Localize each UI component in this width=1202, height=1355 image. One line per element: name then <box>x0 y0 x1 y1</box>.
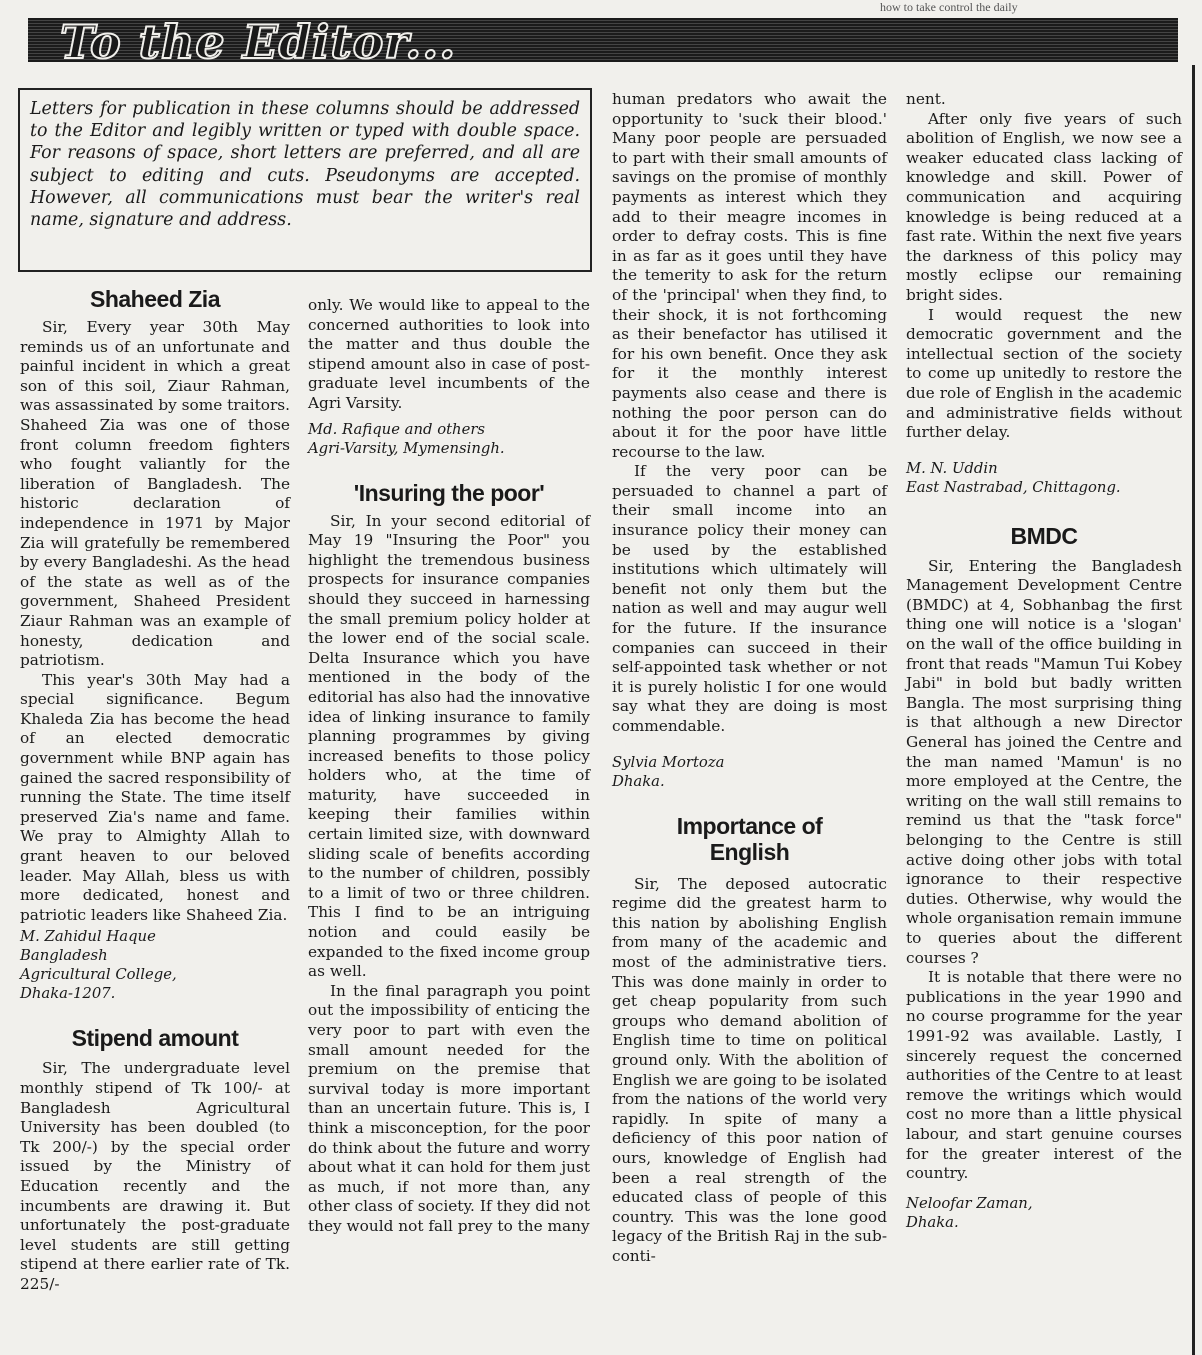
signature-line: Dhaka-1207. <box>20 985 116 1003</box>
signature-line: Agricultural College, <box>20 966 177 984</box>
letter-paragraph: I would request the new democratic government and the intellectual section of the society to come up unitedly to restore the due role of English in the academic and administrative fields without further delay. <box>906 305 1182 442</box>
signature-name: Sylvia Mortoza <box>612 753 725 771</box>
top-strip-text: how to take control the daily <box>880 0 1018 14</box>
letter-paragraph: If the very poor can be persuaded to channel a part of their small income into an insurance policy their money can be used by the established institutions which ultimately will benefit not only them but the nation as well and may augur well for the future. If the insurance companies can succeed in their self-appointed task whether or not it is purely holistic I for one would say what they are doing is most commendable. <box>612 462 887 735</box>
signature-line: Dhaka. <box>612 772 665 790</box>
letter-paragraph: Sir, Entering the Bangladesh Management Development Centre (BMDC) at 4, Sobhanbag the first thing one will notice is a 'slogan' on the wall of the office building in front that reads "Mamun Tui Kobey Jabi" in bold but badly written Bangla. The most surprising thing is that although a new Director General has joined the Centre and the man named 'Mamun' is no more employed at the Centre, the writing on the wall still remains to remind us that the "task force" belonging to the Centre is still active doing other jobs with total ignorance to their respective duties. Otherwise, why would the whole organisation remain immune to queries about the different courses ? <box>906 556 1182 967</box>
editor-notice-text: Letters for publication in these columns should be addressed to the Editor and legibly written or typed with double space. For reasons of space, short letters are preferred, and all are subject to editing and cuts. Pseudonyms are accepted. However, all communications must bear the writer's real name, signature and address. <box>30 99 580 231</box>
letter-paragraph: After only five years of such abolition of English, we now see a weaker educated class lacking of knowledge and skill. Power of communication and acquiring knowledge is being reduced at a fast rate. Within the next five years the darkness of this policy may mostly eclipse our remaining bright sides. <box>906 109 1182 304</box>
letter-paragraph-continued: only. We would like to appeal to the concerned authorities to look into the matter and thus double the stipend amount also in case of post-graduate level incumbents of the Agri Varsity. <box>308 296 590 412</box>
signature-name: Neloofar Zaman, <box>906 1194 1033 1212</box>
letter-paragraph: In the final paragraph you point out the impossibility of enticing the very poor to part with even the small amount needed for the premium on the premise that survival today is more important than an uncertain future. This is, I think a misconception, for the poor do think about the future and worry about what it can hold for them just as much, if not more than, any other class of society. If they did not they would not fall prey to the many <box>308 981 590 1235</box>
letter-paragraph-continued: human predators who await the opportunity to 'suck their blood.' Many poor people are persuaded to part with their small amounts of savings on the promise of monthly payments as interest which they add to their meagre incomes in order to defray costs. This is fine in as far as it goes until they have the temerity to ask for the return of the 'principal' when they find, to their shock, it is not forthcoming as their benefactor has utilised it for his own benefit. Once they ask for it the monthly interest payments also cease and there is nothing the poor person can do about it for the poor have little recourse to the law. <box>612 90 887 461</box>
letter-paragraph-continued: nent. <box>906 90 946 108</box>
signature-line: Dhaka. <box>906 1213 959 1231</box>
signature-name: M. N. Uddin <box>906 459 998 477</box>
column-4 <box>906 90 1182 1232</box>
letter-paragraph: Sir, The undergraduate level monthly stipend of Tk 100/- at Bangladesh Agricultural University has been doubled (to Tk 200/-) by the special order issued by the Ministry of Education recently and the incumbents are drawing it. But unfortunately the post-graduate level students are still getting stipend at there earlier rate of Tk. 225/- <box>20 1059 290 1293</box>
column-2 <box>308 296 590 1237</box>
letter-paragraph: Sir, In your second editorial of May 19 "Insuring the Poor" you highlight the tremendous business prospects for insurance companies should they succeed in harnessing the small premium policy holder at the lower end of the social scale. Delta Insurance which you have mentioned in the body of the editorial has also had the innovative idea of linking insurance to family planning programmes by giving increased benefits to those policy holders who, at the time of maturity, have succeeded in keeping their families within certain limited size, with downward sliding scale of benefits according to the number of children, possibly to a limit of two or three children. This I find to be an intriguing notion and could easily be expanded to the fixed income group as well. <box>308 511 590 981</box>
column-3 <box>612 90 887 1266</box>
letter-title-stipend: Stipend amount <box>71 1025 239 1052</box>
banner-title: To the Editor... <box>60 15 457 69</box>
signature-line: Agri-Varsity, Mymensingh. <box>308 439 505 457</box>
page-edge-rule <box>1192 65 1195 1355</box>
signature-line: East Nastrabad, Chittagong. <box>906 478 1121 496</box>
column-1 <box>20 286 290 1295</box>
letter-paragraph: This year's 30th May had a special significance. Begum Khaleda Zia has become the head of an elected democratic government while BNP again has gained the sacred responsibility of running the State. The time itself preserved Zia's name and fame. We pray to Almighty Allah to grant heaven to our beloved leader. May Allah, bless us with more dedicated, honest and patriotic leaders like Shaheed Zia. <box>20 670 290 924</box>
signature-line: Bangladesh <box>20 947 108 965</box>
letter-title-bmdc: BMDC <box>1010 522 1078 549</box>
editor-notice-box <box>18 88 592 272</box>
signature-name: M. Zahidul Haque <box>20 928 156 946</box>
letter-title-insuring: 'Insuring the poor' <box>353 479 545 506</box>
letter-title-shaheed-zia: Shaheed Zia <box>90 286 220 312</box>
letter-paragraph: Sir, Every year 30th May reminds us of an unfortunate and painful incident in which a great son of this soil, Ziaur Rahman, was assassinated by some traitors. Shaheed Zia was one of those front column freedom fighters who fought valiantly for the liberation of Bangladesh. The historic declaration of independence in 1971 by Major Zia will gratefully be remembered by every Bangladeshi. As the head of the state as well as of the government, Shaheed President Ziaur Rahman was an example of honesty, dedication and patriotism. <box>20 318 290 670</box>
letter-paragraph: Sir, The deposed autocratic regime did the greatest harm to this nation by abolishing English from many of the academic and most of the administrative tiers. This was done mainly in order to get cheap popularity from such groups who demand abolition of English time to time on political ground only. With the abolition of English we are going to be isolated from the nations of the world very rapidly. In spite of many a deficiency of this poor nation of ours, knowledge of English had been a real strength of the educated class of people of this country. This was the lone good legacy of the British Raj in the sub-conti- <box>612 874 887 1265</box>
letter-paragraph: It is notable that there were no publications in the year 1990 and no course programme for the year 1991-92 was available. Lastly, I sincerely request the concerned authorities of the Centre to at least remove the writings which would cost no more than a little physical labour, and start genuine courses for the greater interest of the country. <box>906 968 1182 1183</box>
signature-name: Md. Rafique and others <box>308 420 485 438</box>
letter-title-english: Importance of English <box>676 812 823 865</box>
